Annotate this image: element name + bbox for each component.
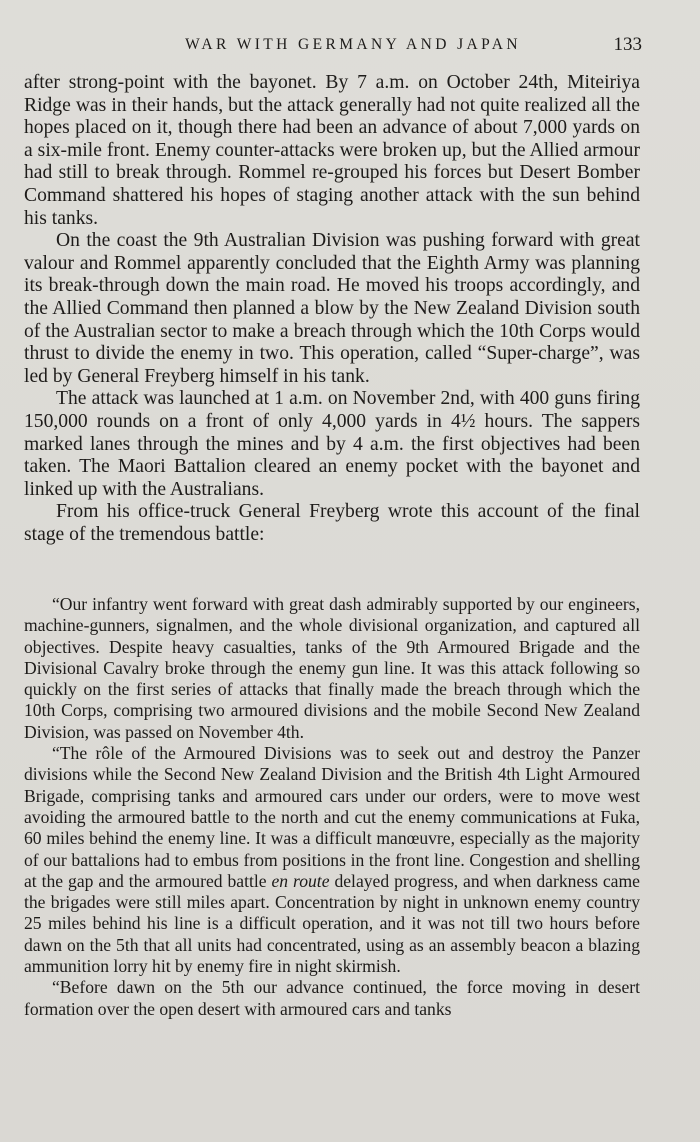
paragraph-4: From his office-truck General Freyberg wrote this account of the final stage of the tremendous battle: [24,501,640,545]
quote-paragraph-2 [24,743,640,977]
running-title: WAR WITH GERMANY AND JAPAN [185,36,521,53]
paragraph-3: The attack was launched at 1 a.m. on November 2nd, with 400 guns firing 150,000 rounds on a front of only 4,000 yards in 4½ hours. The sappers marked lanes through the mines and by 4 a.m. the first objectives had been taken. The Maori Battalion cleared an enemy pocket with the bayonet and linked up with the Australians. [24,388,640,500]
quote-paragraph-2-italic: en route [271,870,330,891]
quote-paragraph-2-part-a: “The rôle of the Armoured Divisions was to seek out and destroy the Panzer divisions while the Second New Zealand Division and the British 4th Light Armoured Brigade, comprising tanks and armoured cars under our orders, were to move west avoiding the armoured battle to the north and cut the enemy communications at Fuka, 60 miles behind the enemy line. It was a difficult manœuvre, especially as the majority of our battalions had to embus from positions in the front line. Congestion and shelling at the gap and the armoured battle [24,743,640,891]
page-number: 133 [613,34,642,55]
paragraph-1: after strong-point with the bayonet. By 7 a.m. on October 24th, Miteiriya Ridge was in their hands, but the attack generally had not quite realized all the hopes placed on it, though there had been an advance of about 7,000 yards on a six-mile front. Enemy counter-attacks were broken up, but the Allied armour had still to break through. Rommel re-grouped his forces but Desert Bomber Command shattered his hopes of staging another attack with the sun behind his tanks. [24,72,640,229]
quote-paragraph-3: “Before dawn on the 5th our advance continued, the force moving in desert formation over the open desert with armoured cars and tanks [24,977,640,1019]
running-head [24,36,642,60]
paragraph-2: On the coast the 9th Australian Division was pushing forward with great valour and Rommel apparently concluded that the Eighth Army was planning its break-through down the main road. He moved his troops accordingly, and the Allied Command then planned a blow by the New Zealand Division south of the Australian sector to make a breach through which the 10th Corps would thrust to divide the enemy in two. This operation, called “Super-charge”, was led by General Freyberg himself in his tank. [24,230,640,387]
quote-paragraph-1: “Our infantry went forward with great dash admirably supported by our engineers, machine-gunners, signalmen, and the whole divisional organization, and captured all objectives. Despite heavy casualties, tanks of the 9th Armoured Brigade and the Divisional Cavalry broke through the enemy gun line. It was this attack following so quickly on the first series of attacks that finally made the breach through which the 10th Corps, comprising two armoured divisions and the mobile Second New Zealand Division, was passed on November 4th. [24,594,640,742]
block-quote [24,594,640,1020]
body-text [24,72,640,546]
quote-paragraph-2-part-b: delayed progress, and when darkness came the brigades were still miles apart. Concentration by night in unknown enemy country 25 miles behind his line is a difficult operation, and it was not till two hours before dawn on the 5th that all units had concentrated, using as an assembly beacon a blazing ammunition lorry hit by enemy fire in night skirmish. [24,870,640,977]
